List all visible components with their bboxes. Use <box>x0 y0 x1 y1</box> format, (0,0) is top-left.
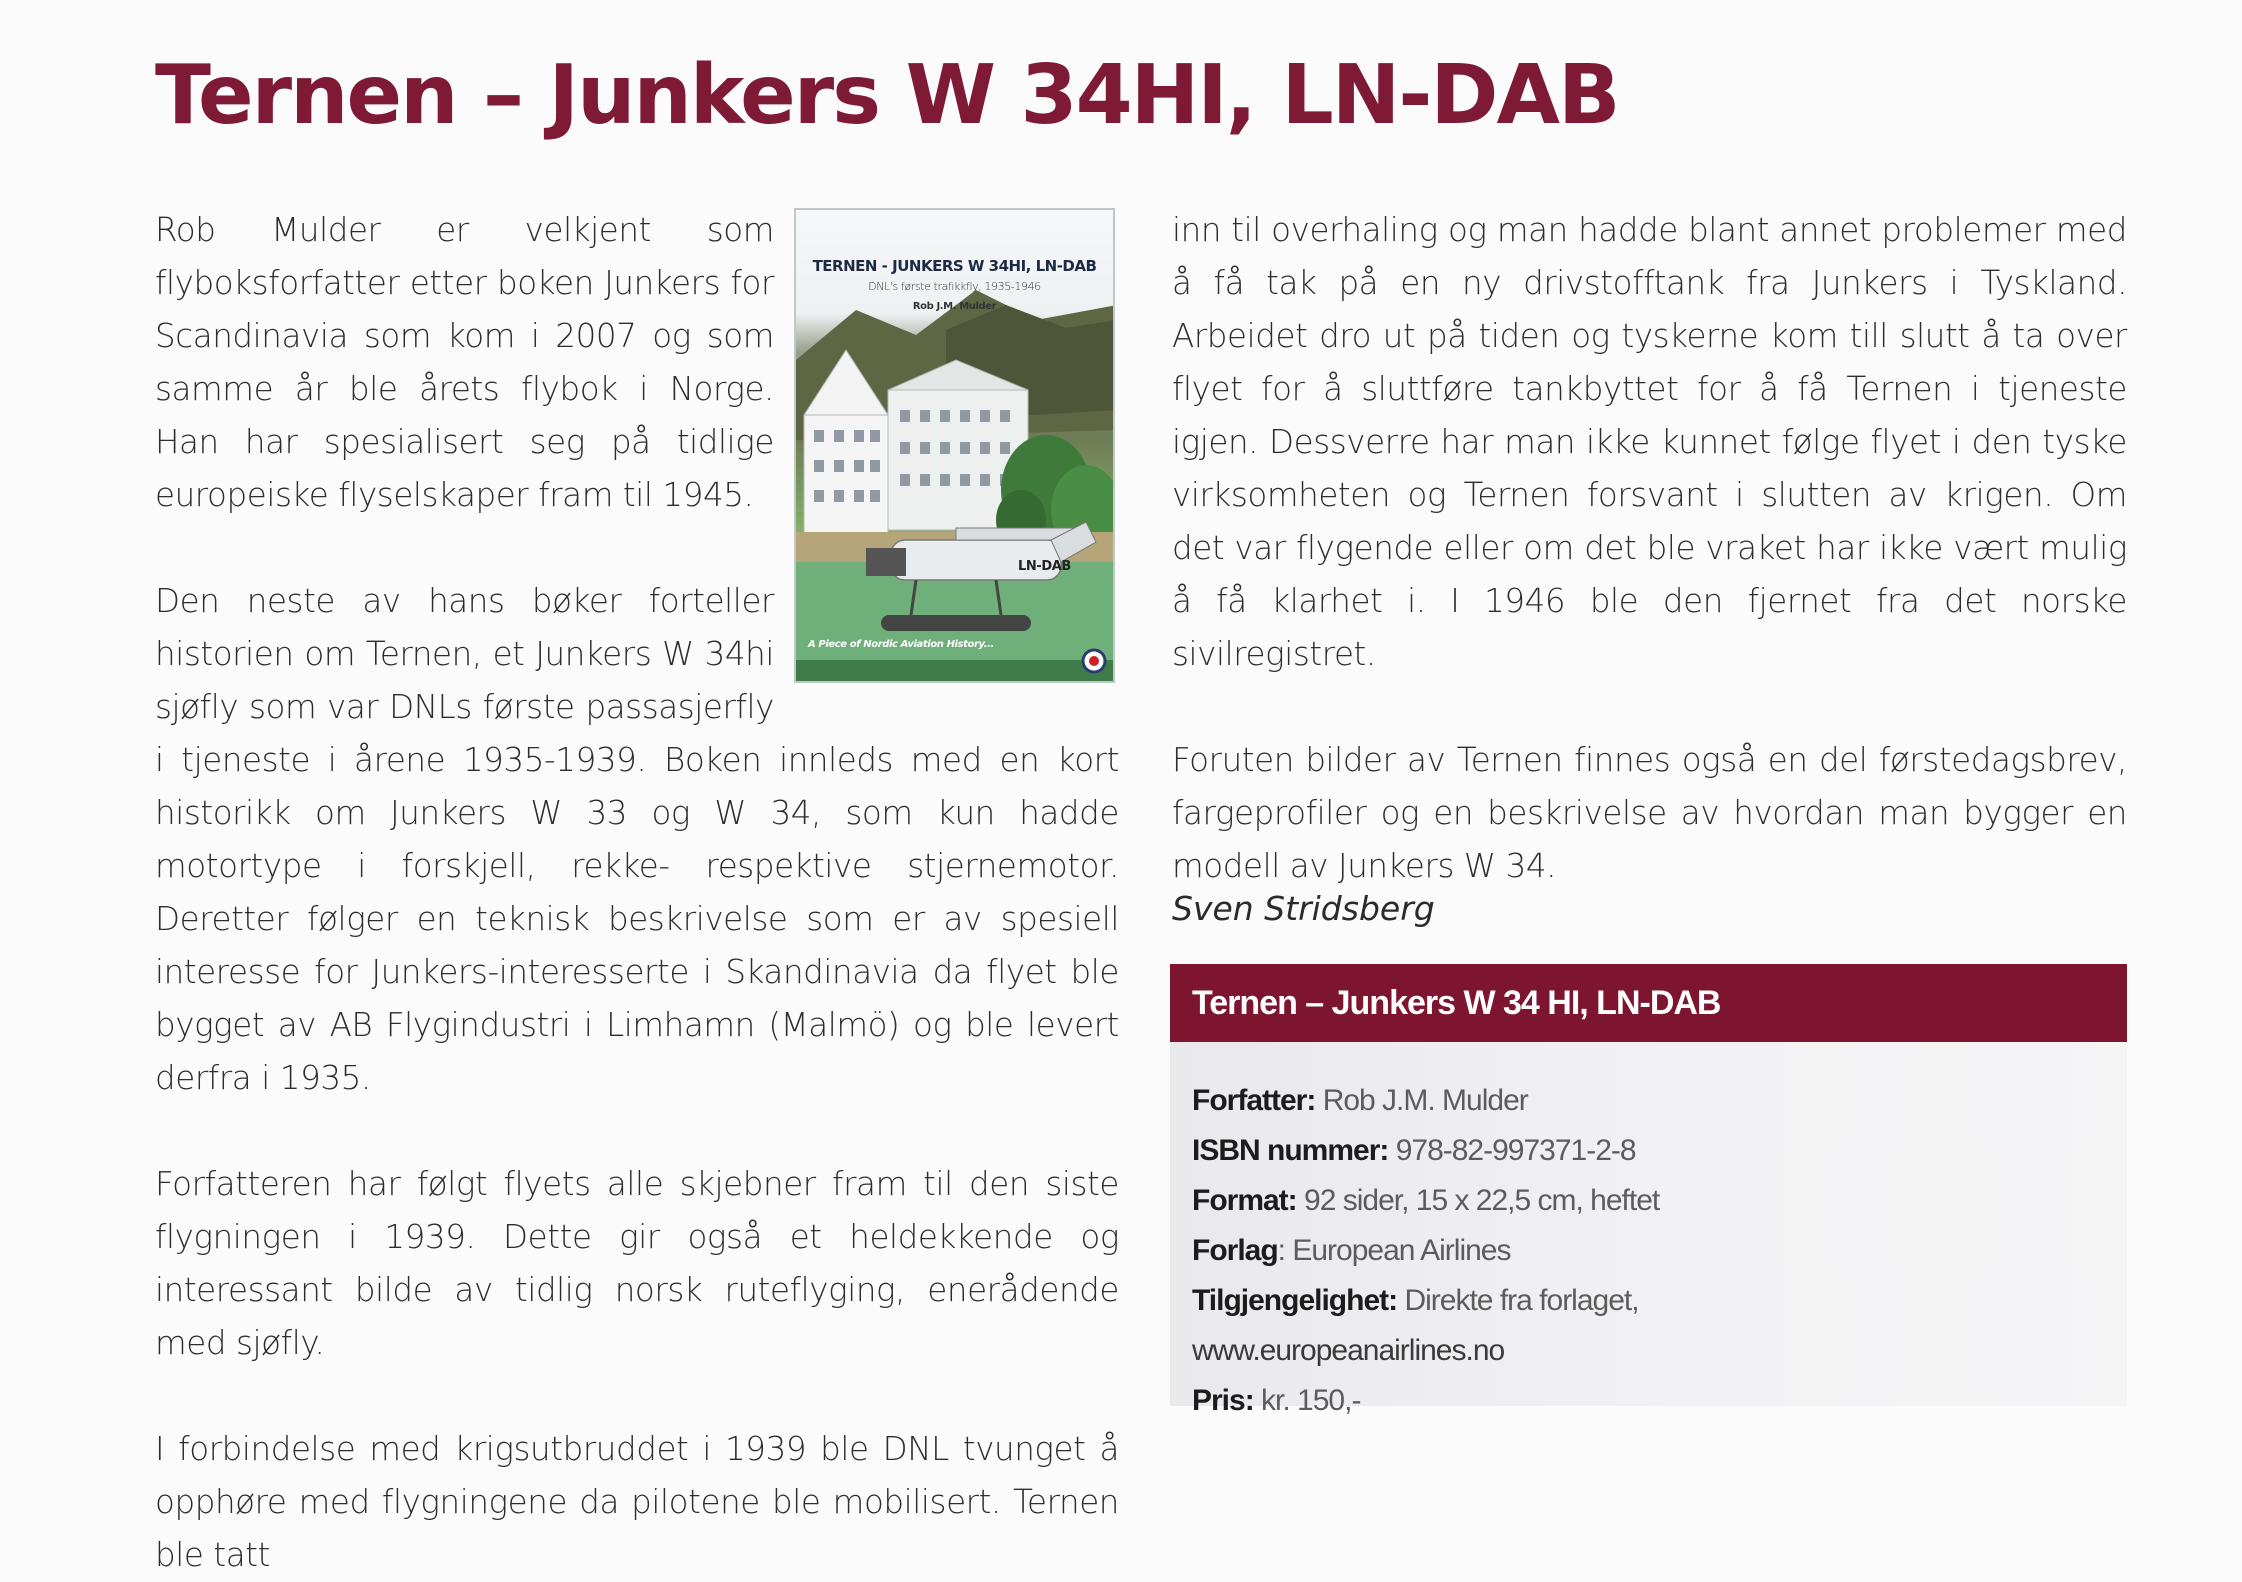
fact-value: kr. 150,- <box>1261 1384 1361 1417</box>
right-column <box>1172 204 2127 893</box>
cover-caption: A Piece of Nordic Aviation History... <box>808 639 994 650</box>
fact-row-price <box>1192 1376 2127 1426</box>
paragraph-2: Den neste av hans bøker forteller historien om Ternen, et Junkers W 34hi sjøfly som var DNLs første passasjerfly i tjeneste i årene 1935-1939. Boken innleds med en kort historikk om Junkers W 33 og W 34, som kun hadde motortype i forskjell, rekke- respektive stjernemotor. Deretter følger en teknisk beskrivelse som er av spesiell interesse for Junkers-interesserte i Skandinavia da flyet ble bygget av AB Flygindustri i Limhamn (Malmö) og ble levert derfra i 1935. <box>155 582 1119 1097</box>
fact-label: ISBN nummer: <box>1192 1134 1389 1167</box>
fact-box-header: Ternen – Junkers W 34 HI, LN-DAB <box>1170 964 2127 1042</box>
fact-label: Tilgjengelighet: <box>1192 1284 1398 1317</box>
fact-row-isbn <box>1192 1126 2127 1176</box>
book-fact-box <box>1170 964 2127 1417</box>
fact-row-availability <box>1192 1276 2127 1326</box>
fact-value: 92 sider, 15 x 22,5 cm, heftet <box>1304 1184 1660 1217</box>
paragraph-1: Rob Mulder er velkjent som flyboksforfatter etter boken Junkers for Scandinavia som kom i 2007 og som samme år ble årets flybok i Norge. Han har spesialisert seg på tidlige europeiske flyselskaper fram til 1945. <box>155 211 774 514</box>
cover-subtitle: DNL's første trafikkfly, 1935-1946 <box>868 280 1041 293</box>
fact-value: Direkte fra forlaget, <box>1404 1284 1639 1317</box>
book-cover-image <box>794 208 1115 683</box>
paragraph-5: inn til overhaling og man hadde blant annet problemer med å få tak på en ny drivstofftank fra Junkers i Tyskland. Arbeidet dro ut på tiden og tyskerne kom till slutt å ta over flyet for å sluttføre tankbyttet for å få Ternen i tjeneste igjen. Dessverre har man ikke kunnet følge flyet i den tyske virksomheten og Ternen forsvant i slutten av krigen. Om det var flygende eller om det ble vraket har ikke vært mulig å få klarhet i. I 1946 ble den fjernet fra det norske sivilregistret. <box>1172 211 2127 673</box>
paragraph-3: Forfatteren har følgt flyets alle skjebner fram til den siste flygningen i 1939. Dette gir også et heldekkende og interessant bilde av tidlig norsk ruteflyging, enerådende med sjøfly. <box>155 1165 1119 1362</box>
fact-label: Forfatter: <box>1192 1084 1316 1117</box>
page-title: Ternen – Junkers W 34HI, LN-DAB <box>155 48 1619 143</box>
cover-registration: LN-DAB <box>1018 559 1071 574</box>
cover-title: TERNEN - JUNKERS W 34HI, LN-DAB <box>812 257 1097 275</box>
fact-label: Pris: <box>1192 1384 1254 1417</box>
fact-list <box>1170 1042 2127 1426</box>
fact-label: Format: <box>1192 1184 1297 1217</box>
fact-row-format <box>1192 1176 2127 1226</box>
author-signature: Sven Stridsberg <box>1172 889 1435 928</box>
fact-value: www.europeanairlines.no <box>1192 1334 1505 1367</box>
paragraph-6: Foruten bilder av Ternen finnes også en del førstedagsbrev, fargeprofiler og en beskrivelse av hvordan man bygger en modell av Junkers W 34. <box>1172 741 2127 885</box>
book-cover-figure <box>794 208 1119 686</box>
fact-label: Forlag <box>1192 1234 1278 1267</box>
cover-author: Rob J.M. Mulder <box>912 301 997 312</box>
fact-row-publisher <box>1192 1226 2127 1276</box>
fact-row-author <box>1192 1076 2127 1126</box>
paragraph-4: I forbindelse med krigsutbruddet i 1939 ble DNL tvunget å opphøre med flygningene da pilotene ble mobilisert. Ternen ble tatt <box>155 1430 1119 1574</box>
fact-value: 978-82-997371-2-8 <box>1395 1134 1636 1167</box>
left-column <box>155 204 1119 1582</box>
fact-value: : European Airlines <box>1277 1234 1511 1267</box>
fact-row-website <box>1192 1326 2127 1376</box>
fact-value: Rob J.M. Mulder <box>1322 1084 1528 1117</box>
